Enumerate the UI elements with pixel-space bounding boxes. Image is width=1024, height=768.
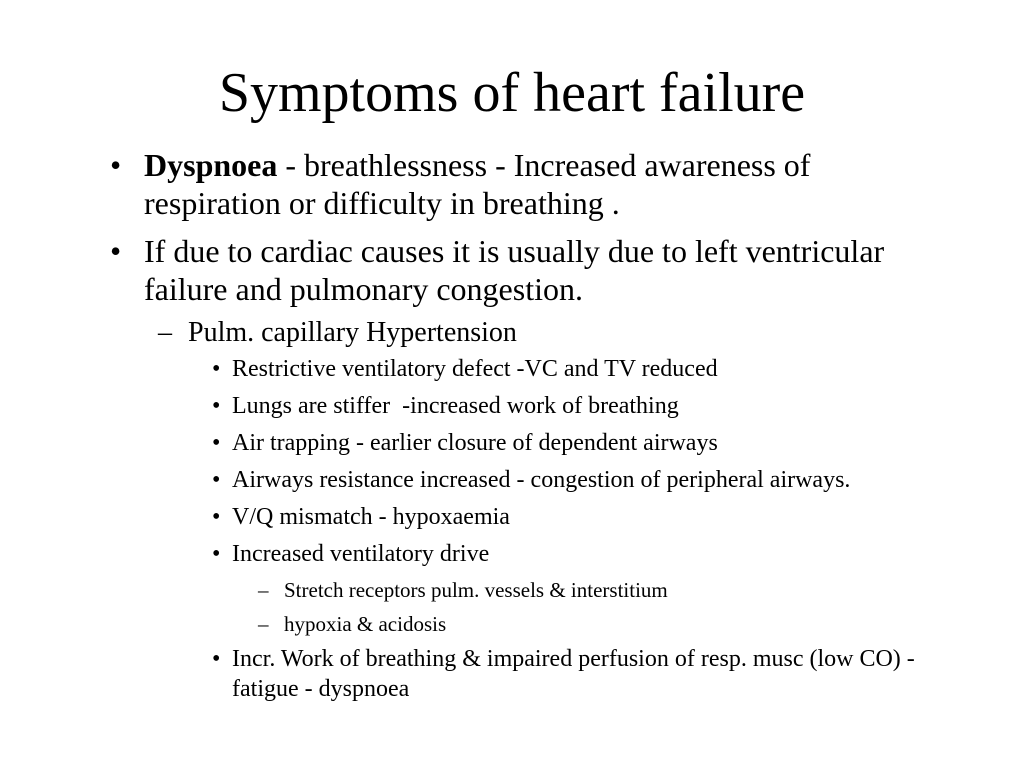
cardiac-causes-text: If due to cardiac causes it is usually due to left ventricular failure and pulmonary congestion. [144,233,885,307]
bullet-marker: • [110,233,122,269]
point-text: Air trapping - earlier closure of dependent airways [232,430,718,456]
sub-bullet-pulm-hypertension [158,316,950,350]
dash-marker: – [258,612,269,636]
point-restrictive [212,354,950,384]
bullet-marker: • [212,393,221,419]
point-text: Lungs are stiffer -increased work of breathing [232,393,679,419]
bullet-marker: • [212,504,221,530]
point-lungs-stiffer [212,391,950,421]
point-text: Airways resistance increased - congestion of peripheral airways. [232,467,851,493]
subpoint-stretch-receptors [258,576,950,604]
point-vq-mismatch [212,502,950,532]
dash-marker: – [158,317,172,348]
point-air-trapping [212,428,950,458]
subpoint-text: hypoxia & acidosis [284,612,447,636]
bullet-cardiac-causes [110,232,950,308]
bullet-marker: • [212,646,221,672]
bullet-marker: • [212,430,221,456]
bullet-marker: • [212,541,221,567]
subpoint-text: Stretch receptors pulm. vessels & interstitium [284,578,668,602]
bullet-dyspnoea [110,146,950,222]
point-text: Restrictive ventilatory defect -VC and TV reduced [232,356,718,382]
bullet-marker: • [110,147,122,183]
dyspnoea-term: Dyspnoea [144,147,278,183]
point-text: Increased ventilatory drive [232,541,490,567]
slide-content [110,146,950,711]
pulm-hypertension-text: Pulm. capillary Hypertension [188,317,517,348]
point-text: V/Q mismatch - hypoxaemia [232,504,510,530]
point-work-of-breathing [212,644,950,704]
point-ventilatory-drive [212,539,950,569]
slide-title: Symptoms of heart failure [218,62,806,124]
dash-marker: – [258,578,269,602]
point-airways-resistance [212,465,950,495]
dyspnoea-definition: - breathlessness - Increased awareness of respiration or difficulty in breathing . [144,147,811,221]
bullet-list [110,146,950,704]
bullet-marker: • [212,467,221,493]
point-text: Incr. Work of breathing & impaired perfusion of resp. musc (low CO) - fatigue - dyspnoea [232,646,915,702]
subpoint-hypoxia [258,610,950,638]
bullet-marker: • [212,356,221,382]
